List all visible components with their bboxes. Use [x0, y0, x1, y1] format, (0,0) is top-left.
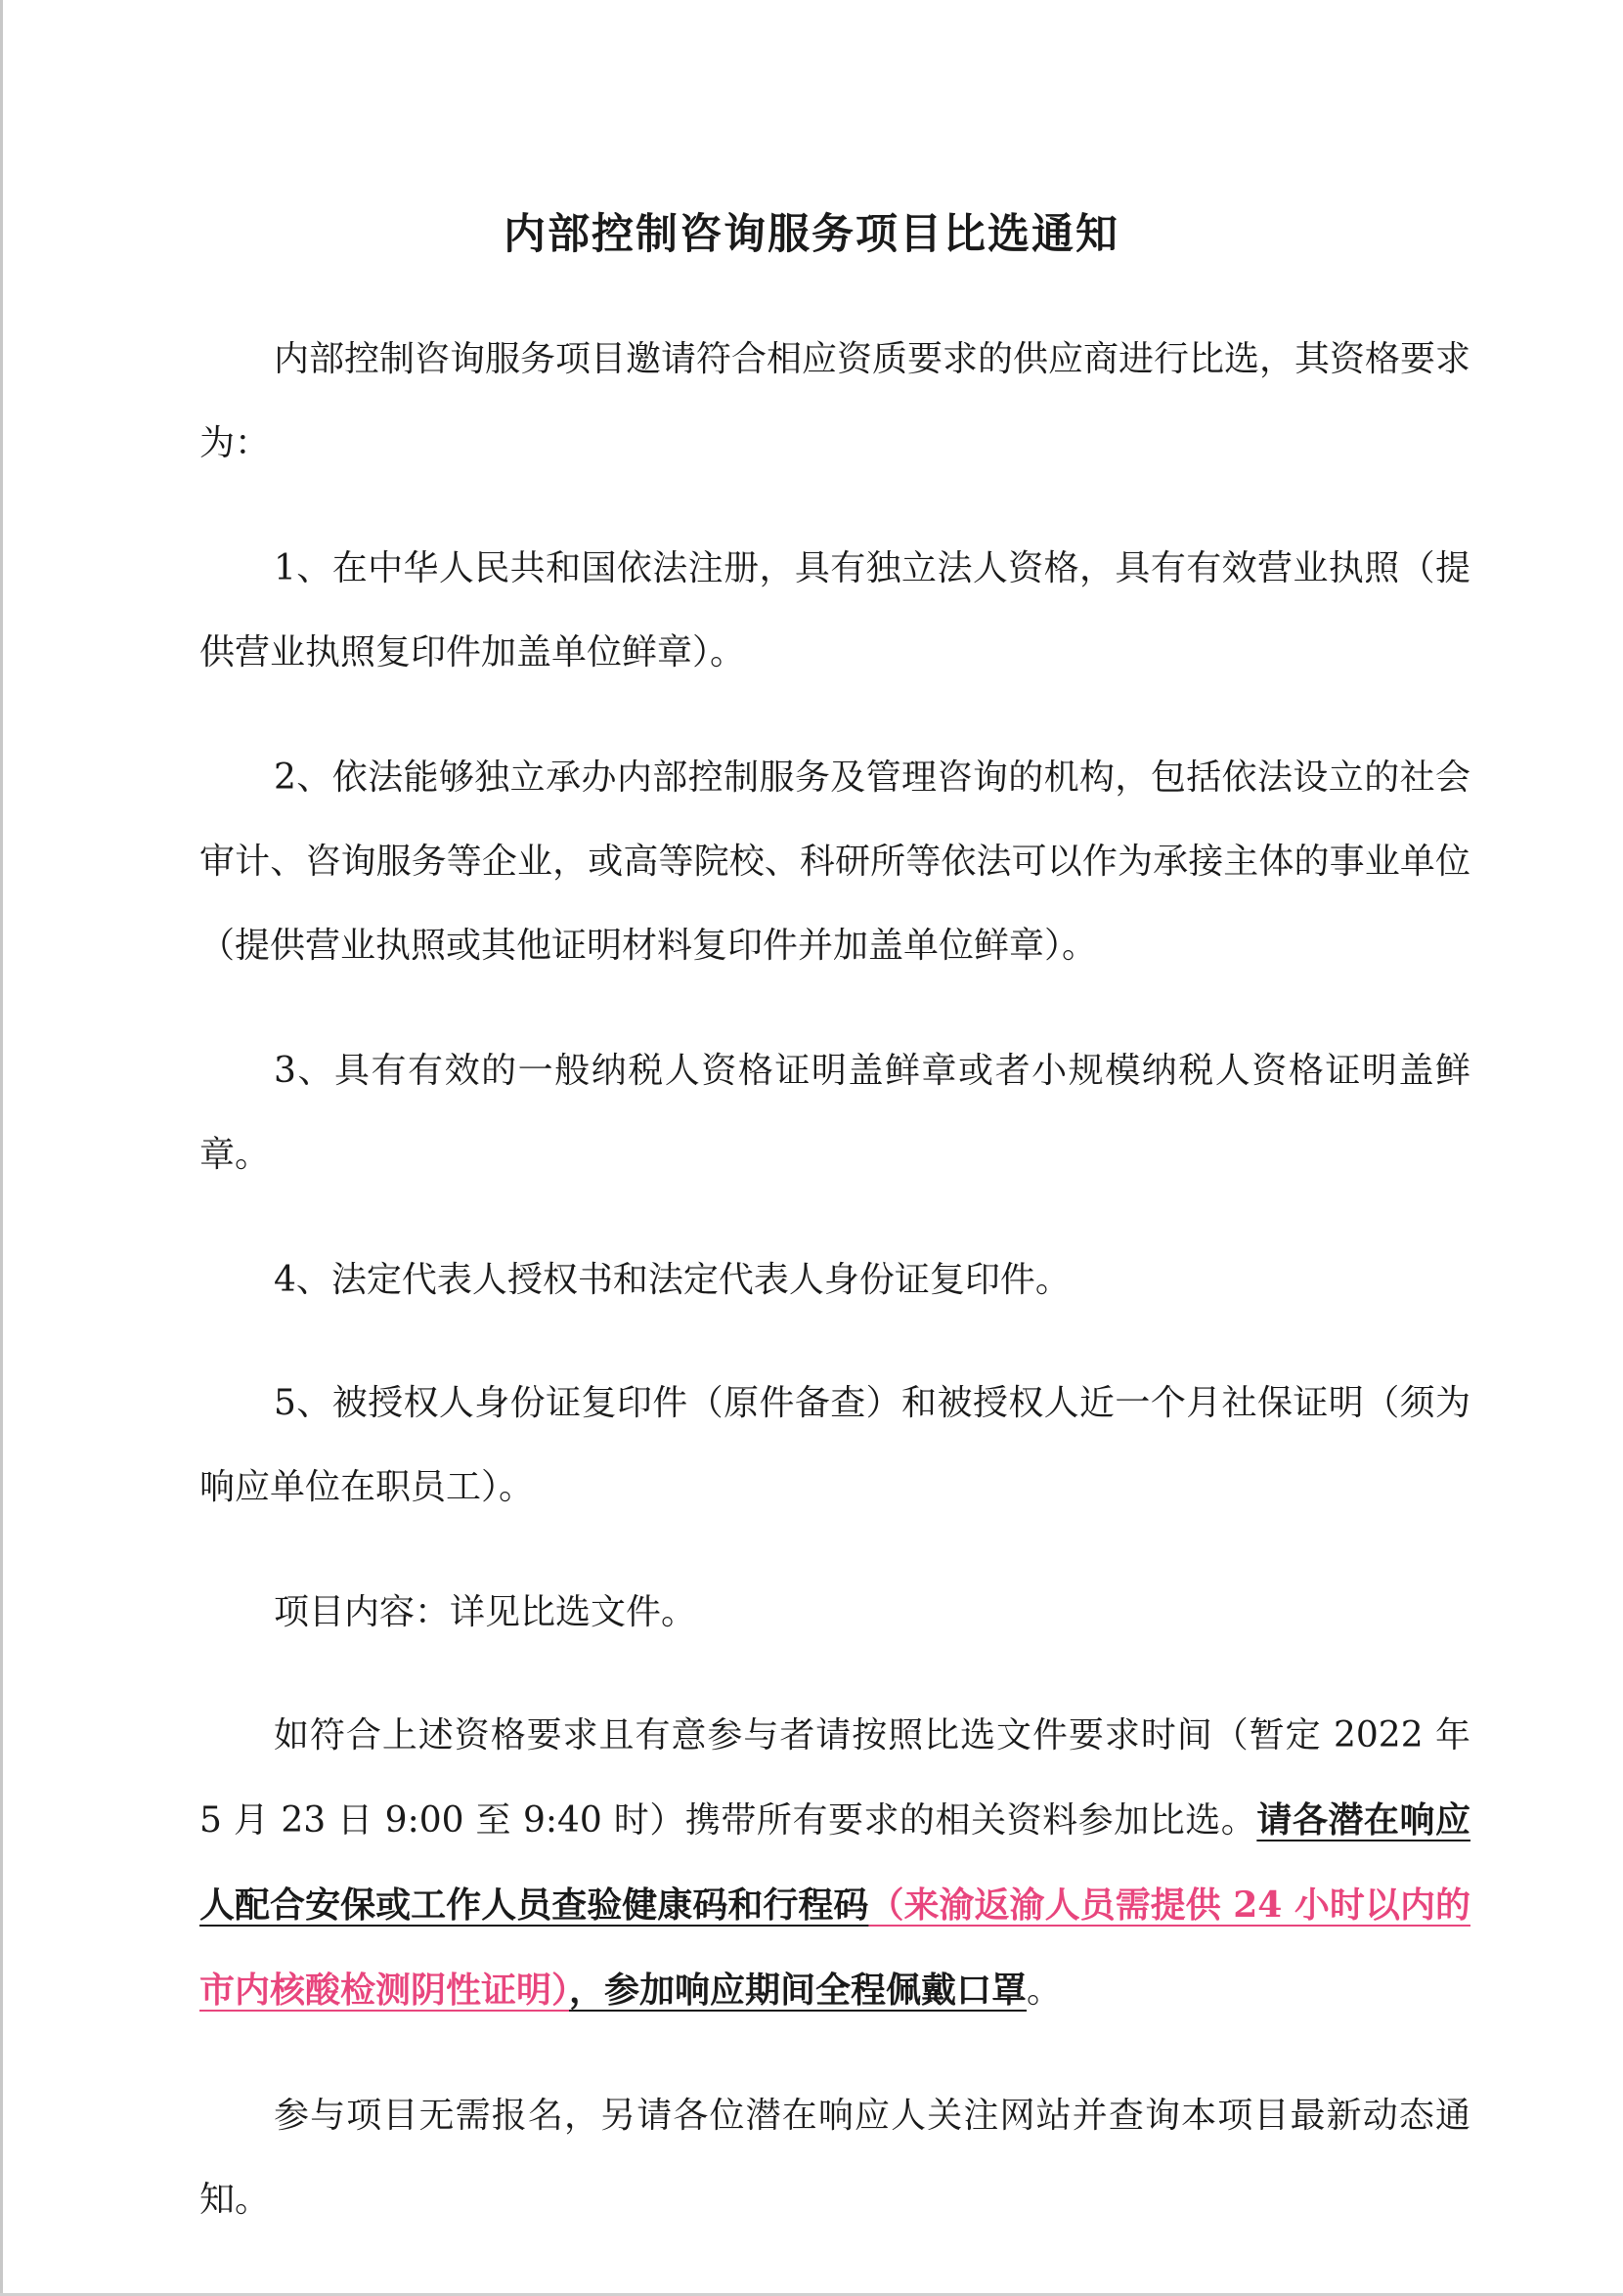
requirement-1: 1、在中华人民共和国依法注册，具有独立法人资格，具有有效营业执照（提供营业执照复印件加盖单位鲜章）。 — [199, 548, 1470, 672]
document-title: 内部控制咨询服务项目比选通知 — [504, 210, 1119, 259]
requirement-3: 3、具有有效的一般纳税人资格证明盖鲜章或者小规模纳税人资格证明盖鲜章。 — [199, 1051, 1470, 1175]
closing-paragraph: 参与项目无需报名，另请各位潜在响应人关注网站并查询本项目最新动态通知。 — [199, 2096, 1470, 2220]
participation-end-punct: 。 — [1027, 1971, 1063, 2011]
requirement-2: 2、依法能够独立承办内部控制服务及管理咨询的机构，包括依法设立的社会审计、咨询服务等企业，或高等院校、科研所等依法可以作为承接主体的事业单位（提供营业执照或其他证明材料复印件并加盖单位鲜章）。 — [199, 758, 1470, 966]
requirement-5: 5、被授权人身份证复印件（原件备查）和被授权人近一个月社保证明（须为响应单位在职员工）。 — [199, 1383, 1470, 1507]
participation-text: 如符合上述资格要求且有意参与者请按照比选文件要求时间（暂定 2022 年 5 月 23 日 9:00 至 9:40 时）携带所有要求的相关资料参加比选。 — [199, 1715, 1470, 1841]
health-check-notice: 请各潜在响应人配合安保或工作人员查验健康码和行程码 — [199, 1799, 1470, 1926]
intro-paragraph: 内部控制咨询服务项目邀请符合相应资质要求的供应商进行比选，其资格要求为： — [199, 339, 1471, 463]
nucleic-acid-notice: （来渝返渝人员需提供 24 小时以内的市内核酸检测阴性证明） — [199, 1884, 1470, 2011]
document-body — [199, 318, 1470, 2283]
mask-notice: ，参加响应期间全程佩戴口罩 — [569, 1970, 1028, 2011]
requirement-4: 4、法定代表人授权书和法定代表人身份证复印件。 — [274, 1260, 1071, 1300]
participation-paragraph — [199, 1694, 1470, 2033]
project-content-paragraph: 项目内容：详见比选文件。 — [274, 1592, 697, 1632]
scan-edge-left — [0, 0, 3, 2296]
